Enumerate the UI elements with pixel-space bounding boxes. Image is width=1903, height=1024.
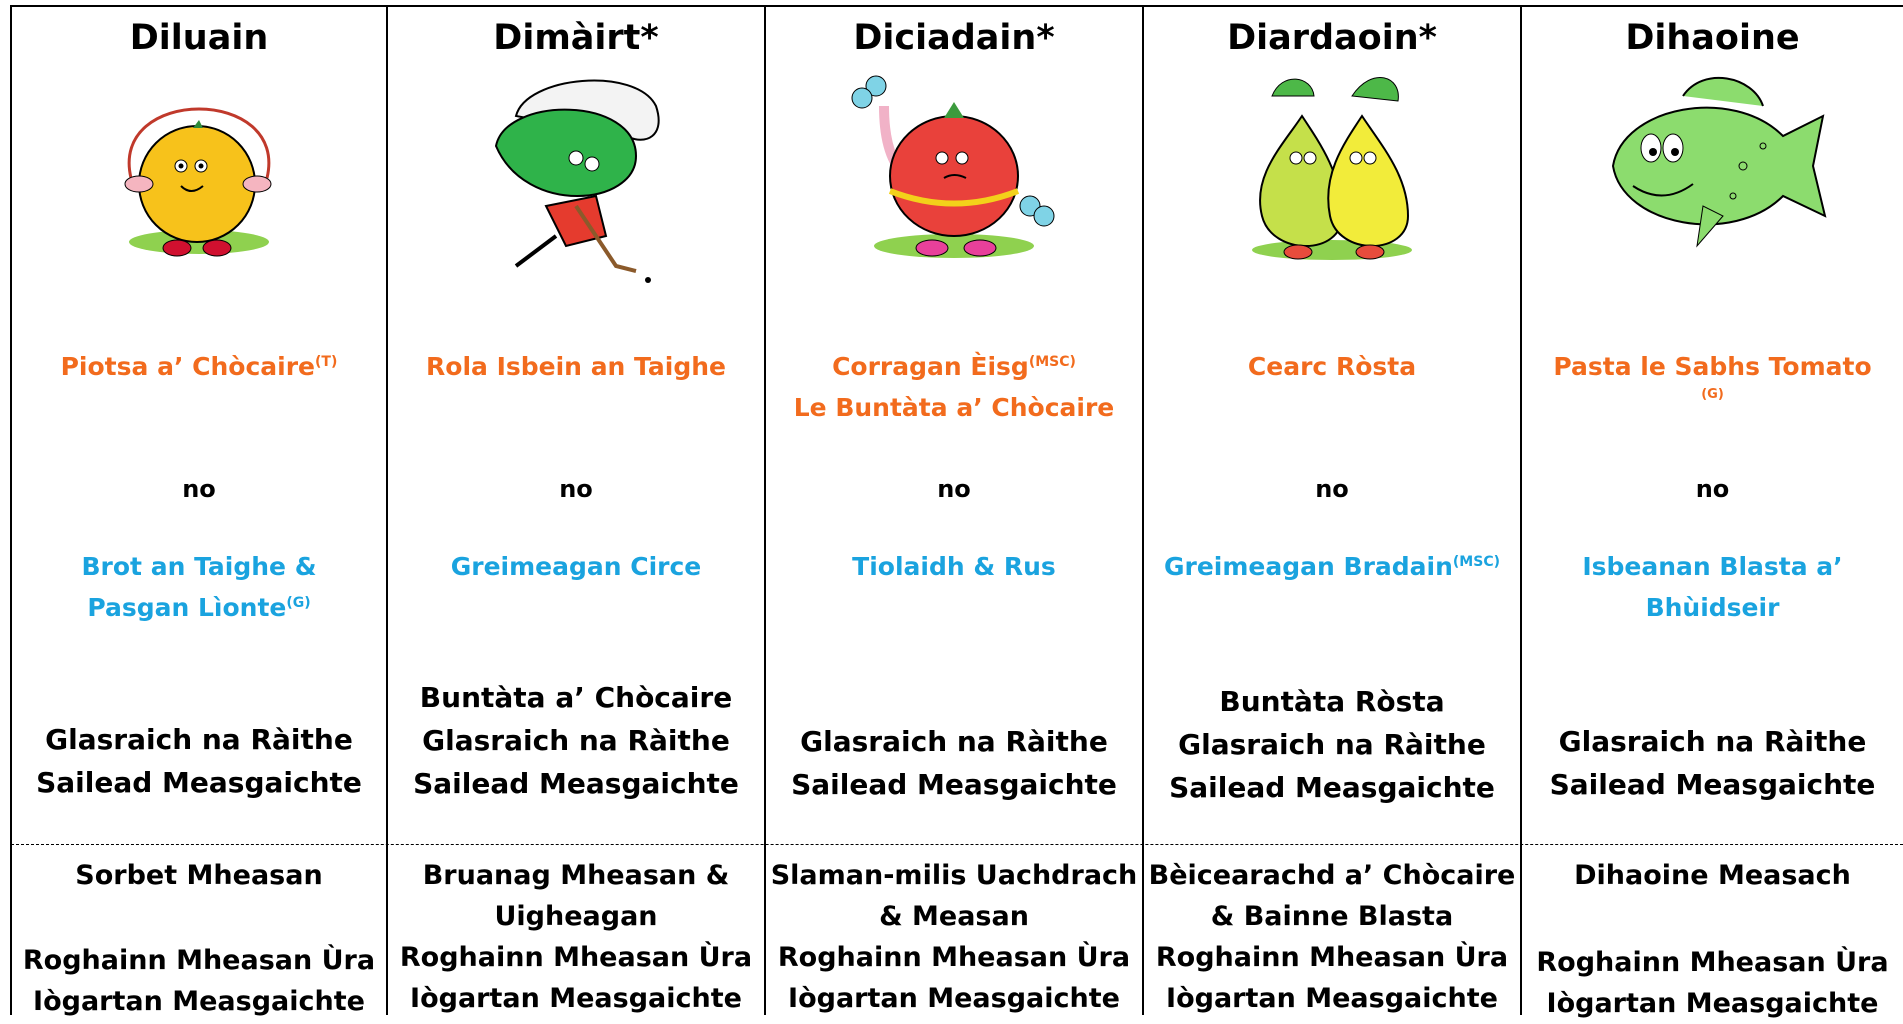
green-fish-icon — [1593, 66, 1833, 266]
dessert: Sorbet Mheasan — [75, 860, 323, 891]
side-dishes: Glasraich na Ràithe Sailead Measgaichte — [36, 723, 362, 799]
day-column-wednesday — [766, 6, 1142, 1015]
day-column-friday — [1522, 6, 1903, 1019]
dessert-options: Roghainn Mheasan Ùra Iògartan Measgaichte — [1536, 947, 1889, 1019]
dessert-options: Roghainn Mheasan Ùra Iògartan Measgaichte — [22, 945, 376, 1017]
or-separator: no — [937, 475, 971, 503]
day-column-monday — [12, 6, 386, 1015]
day-name: Diciadain* — [853, 18, 1055, 58]
or-separator: no — [1315, 475, 1349, 503]
dessert: Bruanag Mheasan & Uigheagan — [422, 860, 730, 932]
dessert: Dihaoine Measach — [1574, 860, 1851, 891]
main-dish: Piotsa a’ Chòcaire$^{(T)}$ — [60, 352, 338, 381]
side-dishes: Glasraich na Ràithe Sailead Measgaichte — [1549, 725, 1876, 801]
main-dish: Corragan Èisg$^{(MSC)}$ Le Buntàta a’ Chòcaire — [793, 352, 1115, 422]
orange-skipping-rope-icon — [89, 66, 309, 266]
tomato-weightlifter-icon — [844, 66, 1064, 266]
dessert: Slaman-milis Uachdrach & Measan — [770, 860, 1138, 932]
main-dish: Pasta le Sabhs Tomato (G) — [1553, 352, 1872, 402]
side-dishes: Buntàta a’ Chòcaire Glasraich na Ràithe Sailead Measgaichte — [413, 681, 739, 800]
dessert: Bèicearachd a’ Chòcaire & Bainne Blasta — [1148, 860, 1516, 932]
dessert-options: Roghainn Mheasan Ùra Iògartan Measgaichte — [777, 942, 1131, 1014]
day-column-thursday — [1144, 6, 1520, 1015]
alternative-dish: Isbeanan Blasta a’ Bhùidseir — [1582, 552, 1843, 622]
or-separator: no — [182, 475, 216, 503]
alternative-dish: Greimeagan Circe — [450, 552, 702, 581]
dessert-options: Roghainn Mheasan Ùra Iògartan Measgaichte — [399, 942, 753, 1014]
main-dish: Cearc Ròsta — [1247, 352, 1417, 381]
day-column-tuesday — [388, 6, 764, 1015]
lettuce-hockey-player-icon — [466, 66, 686, 286]
or-separator: no — [1695, 475, 1730, 503]
dessert-options: Roghainn Mheasan Ùra Iògartan Measgaichte — [1155, 942, 1509, 1014]
side-dishes: Glasraich na Ràithe Sailead Measgaichte — [791, 725, 1117, 801]
alternative-dish: Greimeagan Bradain$^{(MSC)}$ — [1164, 552, 1500, 581]
day-name: Dihaoine — [1625, 18, 1800, 58]
day-name: Dimàirt* — [493, 18, 659, 58]
day-name: Diardaoin* — [1227, 18, 1437, 58]
main-dish: Rola Isbein an Taighe — [426, 352, 726, 381]
or-separator: no — [559, 475, 593, 503]
side-dishes: Buntàta Ròsta Glasraich na Ràithe Sailead Measgaichte — [1169, 685, 1495, 804]
pears-couple-icon — [1222, 66, 1442, 266]
day-name: Diluain — [129, 18, 269, 58]
alternative-dish: Tiolaidh & Rus — [852, 552, 1056, 581]
alternative-dish: Brot an Taighe & Pasgan Lìonte$^{(G)}$ — [81, 552, 317, 622]
